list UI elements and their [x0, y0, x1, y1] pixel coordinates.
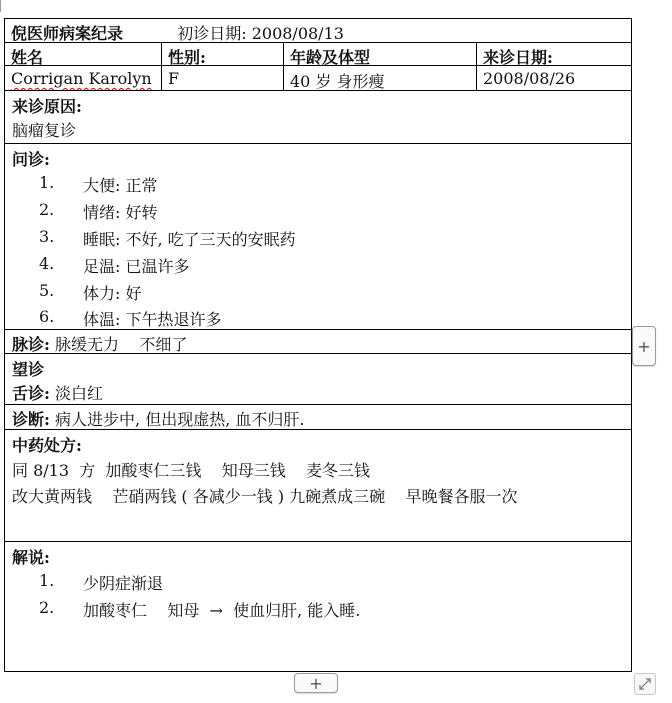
diagnosis-section[interactable]: [5, 405, 631, 430]
list-item: 加酸枣仁 知母 → 使血归肝, 能入睡.: [83, 601, 361, 620]
name-label[interactable]: 姓名: [5, 43, 162, 65]
list-item-number: 1.: [39, 173, 55, 192]
list-item: 睡眠: 不好, 吃了三天的安眠药: [83, 230, 296, 249]
list-item-number: 4.: [39, 254, 55, 273]
medical-record-table: [4, 18, 632, 672]
prescription-label: 中药处方:: [12, 436, 82, 455]
prescription-line-1: 同 8/13 方 加酸枣仁三钱 知母三钱 麦冬三钱: [12, 461, 371, 480]
info-label-row: [5, 43, 631, 66]
patient-age[interactable]: 40 岁 身形瘦: [284, 66, 477, 90]
list-item: 大便: 正常: [83, 176, 158, 195]
tongue-label: 舌诊:: [12, 384, 50, 403]
visit-date-label[interactable]: 来诊日期:: [483, 48, 553, 65]
first-visit-label: 初诊日期:: [177, 24, 247, 42]
patient-name: Corrigan Karolyn: [11, 69, 152, 88]
tongue-text: 淡白红: [55, 384, 104, 403]
age-label[interactable]: 年龄及体型: [284, 43, 477, 65]
add-row-button[interactable]: [294, 673, 338, 693]
list-item-number: 2.: [39, 598, 55, 617]
patient-name-cell[interactable]: [5, 66, 162, 90]
tongue-line: [12, 381, 103, 404]
add-column-button[interactable]: [632, 326, 656, 366]
record-title: 倪医师病案纪录: [11, 24, 124, 42]
list-item-number: 5.: [39, 281, 55, 300]
observation-section[interactable]: [5, 354, 631, 405]
list-item: 情绪: 好转: [83, 203, 158, 222]
list-item: 体力: 好: [83, 284, 142, 303]
list-item-number: 2.: [39, 200, 55, 219]
list-item: 少阴症渐退: [83, 574, 164, 593]
explanation-section[interactable]: [5, 542, 631, 672]
pulse-text: 脉缓无力 不细了: [55, 335, 188, 354]
list-item-number: 1.: [39, 571, 55, 590]
reason-label: 来诊原因:: [12, 97, 82, 116]
list-item-number: 6.: [39, 307, 55, 326]
first-visit-date: 2008/08/13: [251, 24, 344, 42]
plus-icon: +: [637, 336, 651, 356]
info-value-row: [5, 66, 631, 91]
prescription-section[interactable]: [5, 430, 631, 542]
visit-date[interactable]: 2008/08/26: [483, 69, 576, 88]
patient-sex[interactable]: F: [162, 66, 284, 90]
explanation-label: 解说:: [12, 548, 50, 567]
pulse-line: [12, 332, 187, 355]
page-edge-marker: [0, 0, 4, 12]
list-item: 足温: 已温许多: [83, 257, 190, 276]
inquiry-label: 问诊:: [12, 150, 50, 169]
list-item-number: 3.: [39, 227, 55, 246]
sex-label[interactable]: 性别:: [162, 43, 284, 65]
pulse-section[interactable]: [5, 330, 631, 354]
pulse-label: 脉诊:: [12, 335, 50, 354]
diagnosis-text: 病人进步中, 但出现虚热, 血不归肝.: [55, 410, 305, 429]
observation-label: 望诊: [12, 360, 45, 379]
list-item: 体温: 下午热退许多: [83, 310, 222, 329]
inquiry-section[interactable]: [5, 144, 631, 330]
resize-arrows-icon: [635, 674, 655, 694]
reason-text: 脑瘤复诊: [12, 121, 77, 140]
header-row: [5, 19, 631, 43]
resize-handle[interactable]: [634, 673, 656, 695]
diagnosis-label: 诊断:: [12, 410, 50, 429]
prescription-line-2: 改大黄两钱 芒硝两钱 ( 各减少一钱 ) 九碗煮成三碗 早晚餐各服一次: [12, 487, 518, 506]
header-cell[interactable]: [5, 19, 631, 42]
reason-section[interactable]: [5, 91, 631, 144]
plus-icon: +: [309, 673, 323, 693]
diagnosis-line: [12, 407, 304, 430]
